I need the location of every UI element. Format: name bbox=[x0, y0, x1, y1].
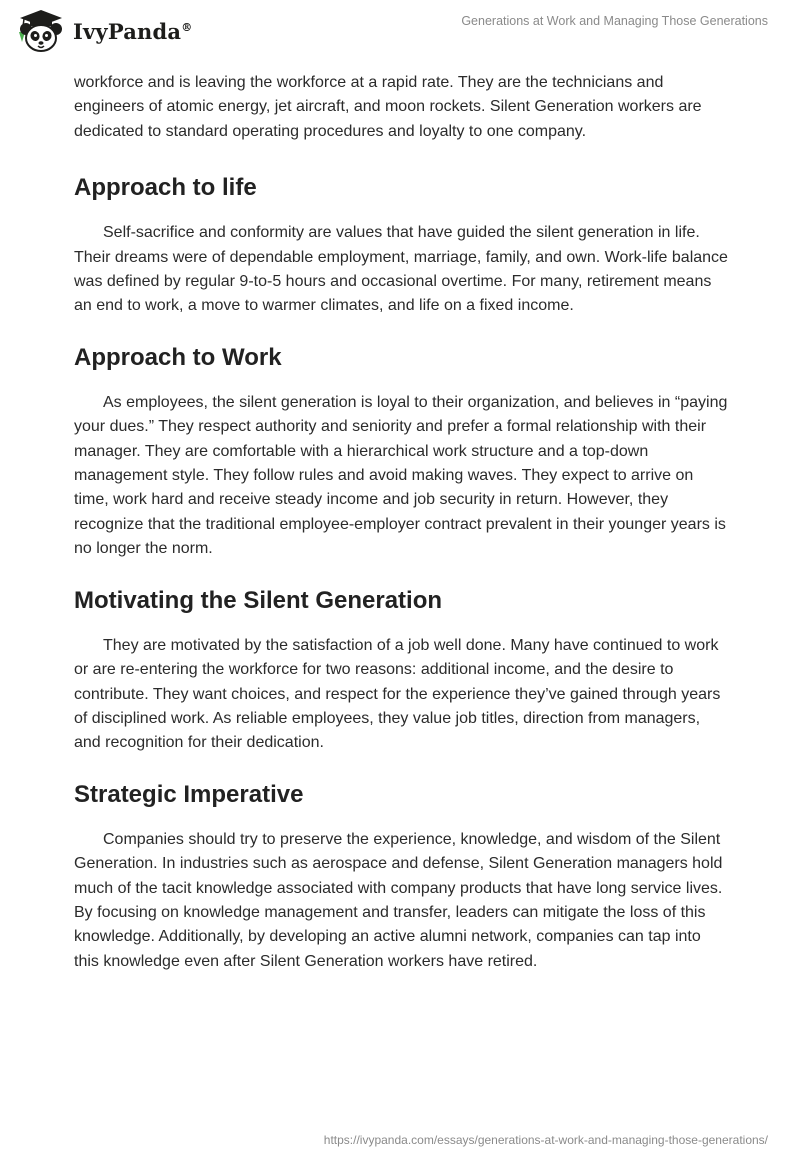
document-title: Generations at Work and Managing Those Generations bbox=[461, 14, 768, 28]
section-paragraph: They are motivated by the satisfaction of a job well done. Many have continued to work or are re-entering the workforce for two reasons: additional income, and the desire to contribute. They want choices, and respect for the experience they’ve gained through years of disciplined work. As reliable employees, they value job titles, direction from managers, and recognition for their dedication. bbox=[74, 636, 721, 752]
section-strategic-imperative bbox=[74, 780, 728, 974]
section-paragraph: Companies should try to preserve the experience, knowledge, and wisdom of the Silent Generation. In industries such as aerospace and defense, Silent Generation managers hold much of the tacit knowledge associated with company products that have long service lives. By focusing on knowledge management and transfer, leaders can mitigate the loss of this knowledge. Additionally, by developing an active alumni network, companies can tap into this knowledge even after Silent Generation workers have retired. bbox=[74, 830, 723, 970]
section-approach-to-life bbox=[74, 173, 728, 319]
section-approach-to-work bbox=[74, 343, 728, 562]
section-heading: Approach to life bbox=[74, 174, 257, 202]
source-url[interactable]: https://ivypanda.com/essays/generations-at-work-and-managing-those-generations/ bbox=[323, 1133, 768, 1147]
section-heading: Approach to Work bbox=[74, 343, 282, 371]
section-paragraph: As employees, the silent generation is loyal to their organization, and believes in “paying your dues.” They respect authority and seniority and prefer a formal relationship with their manager. They are comfortable with a hierarchical work structure and a top-down management style. They follow rules and avoid making waves. They expect to arrive on time, work hard and receive steady income and job security in return. However, they recognize that the traditional employee-employer contract prevalent in their younger years is no longer the norm. bbox=[74, 393, 728, 558]
page-header bbox=[0, 0, 800, 62]
intro-paragraph: workforce and is leaving the workforce at a rapid rate. They are the technicians and engineers of atomic energy, jet aircraft, and moon rockets. Silent Generation workers are dedicated to standard operating procedures and loyalty to one company. bbox=[74, 74, 702, 140]
section-motivating bbox=[74, 586, 728, 756]
registered-mark: ® bbox=[181, 20, 193, 34]
brand-name: IvyPanda® bbox=[73, 18, 193, 44]
section-heading: Motivating the Silent Generation bbox=[74, 586, 443, 614]
essay-content bbox=[74, 71, 728, 998]
section-heading: Strategic Imperative bbox=[74, 780, 304, 808]
panda-graduate-icon bbox=[16, 8, 66, 54]
section-paragraph: Self-sacrifice and conformity are values that have guided the silent generation in life. Their dreams were of dependable employment, marriage, family, and own. Work-life balance was defined by regular 9-to-5 hours and occasional overtime. For many, retirement means an end to work, a move to warmer climates, and life on a fixed income. bbox=[74, 224, 728, 315]
brand-logo[interactable] bbox=[16, 8, 192, 54]
